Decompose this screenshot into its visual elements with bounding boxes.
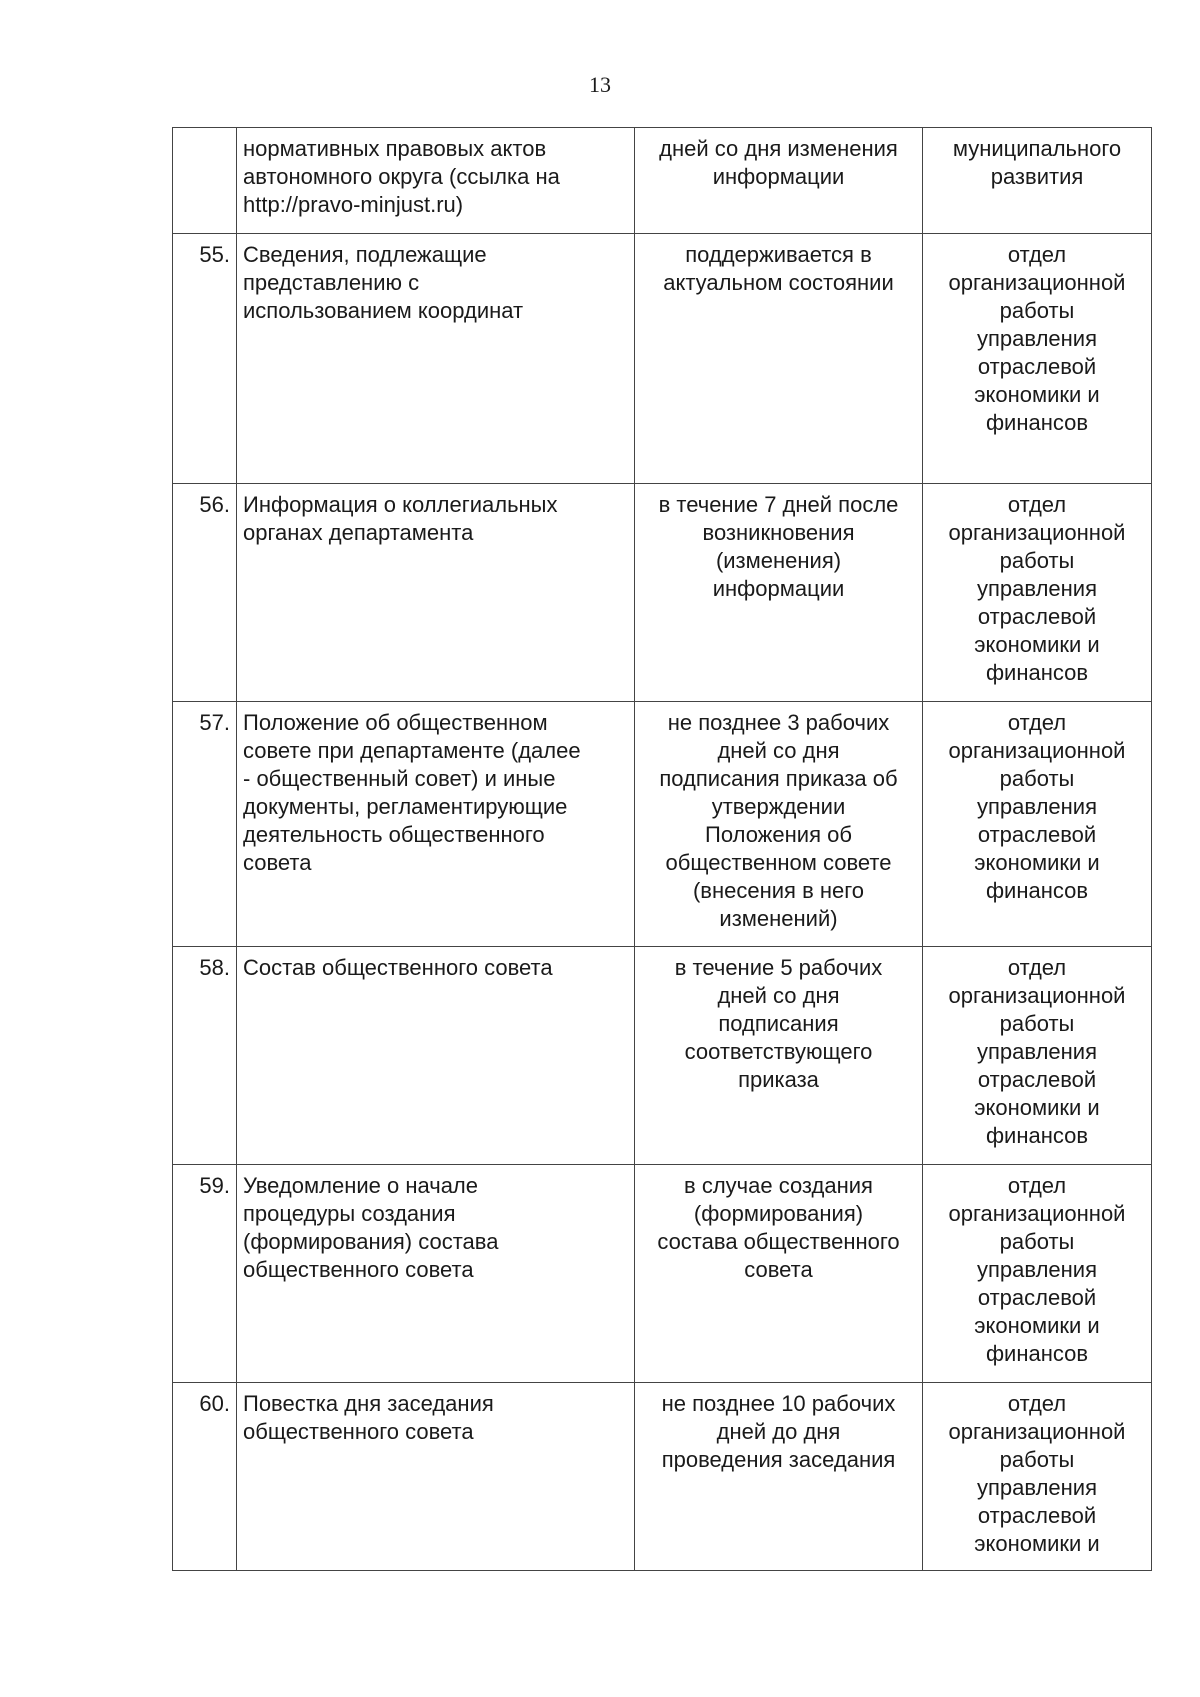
- cell-line: Состав общественного совета: [243, 955, 553, 980]
- cell-line: совета: [243, 850, 312, 875]
- placement-term-cell: [635, 1165, 923, 1383]
- cell-line: управления: [977, 1039, 1097, 1064]
- cell-line: соответствующего: [684, 1039, 873, 1064]
- cell-line: отраслевой: [977, 604, 1097, 629]
- table-body: [173, 128, 1152, 1571]
- cell-line: управления: [977, 326, 1097, 351]
- placement-term-cell: [635, 702, 923, 947]
- cell-line: совете при департаменте (далее: [243, 738, 581, 763]
- cell-line: Сведения, подлежащие: [243, 242, 487, 267]
- info-name-cell: [237, 234, 635, 484]
- cell-line: общественного совета: [243, 1419, 474, 1444]
- cell-line: работы: [999, 766, 1075, 791]
- cell-line: не позднее 10 рабочих: [661, 1391, 896, 1416]
- cell-line: финансов: [985, 410, 1089, 435]
- cell-line: общественного совета: [243, 1257, 474, 1282]
- cell-line: Положения об: [705, 822, 852, 847]
- cell-line: Информация о коллегиальных: [243, 492, 558, 517]
- cell-line: дней со дня: [717, 738, 840, 763]
- cell-line: организационной: [948, 270, 1126, 295]
- cell-line: приказа: [738, 1067, 819, 1092]
- cell-line: деятельность общественного: [243, 822, 545, 847]
- cell-line: Повестка дня заседания: [243, 1391, 494, 1416]
- cell-line: отдел: [1007, 492, 1067, 517]
- row-number: 58.: [173, 947, 237, 1165]
- cell-line: отраслевой: [977, 1067, 1097, 1092]
- placement-term-cell: [635, 947, 923, 1165]
- responsible-cell: [923, 1383, 1152, 1571]
- table-row: [173, 1165, 1152, 1383]
- placement-term-cell: [635, 128, 923, 234]
- cell-line: в течение 7 дней после: [658, 492, 899, 517]
- row-number: 57.: [173, 702, 237, 947]
- cell-line: работы: [999, 1011, 1075, 1036]
- cell-line: отдел: [1007, 710, 1067, 735]
- cell-line: (внесения в него: [692, 878, 865, 903]
- row-number: [173, 128, 237, 234]
- cell-line: финансов: [985, 1123, 1089, 1148]
- cell-line: организационной: [948, 1201, 1126, 1226]
- cell-line: муниципального: [952, 136, 1122, 161]
- cell-line: отраслевой: [977, 1285, 1097, 1310]
- cell-line: экономики и: [974, 632, 1100, 657]
- cell-line: экономики и: [974, 382, 1100, 407]
- cell-line: экономики и: [974, 1531, 1100, 1556]
- cell-line: подписания: [718, 1011, 839, 1036]
- cell-line: управления: [977, 794, 1097, 819]
- cell-line: работы: [999, 548, 1075, 573]
- row-number: 59.: [173, 1165, 237, 1383]
- cell-line: (изменения): [715, 548, 842, 573]
- cell-line: экономики и: [974, 1095, 1100, 1120]
- cell-line: отраслевой: [977, 354, 1097, 379]
- information-table: [172, 127, 1152, 1571]
- responsible-cell: [923, 128, 1152, 234]
- cell-line: информации: [712, 576, 845, 601]
- info-name-cell: [237, 1383, 635, 1571]
- responsible-cell: [923, 947, 1152, 1165]
- cell-line: нормативных правовых актов: [243, 136, 547, 161]
- cell-line: (формирования): [693, 1201, 864, 1226]
- cell-line: организационной: [948, 1419, 1126, 1444]
- info-name-cell: [237, 128, 635, 234]
- info-name-cell: [237, 484, 635, 702]
- cell-line: совета: [744, 1257, 813, 1282]
- cell-line: (формирования) состава: [243, 1229, 499, 1254]
- cell-line: общественном совете: [665, 850, 892, 875]
- cell-line: актуальном состоянии: [663, 270, 894, 295]
- table-row: [173, 484, 1152, 702]
- cell-line: развития: [990, 164, 1084, 189]
- info-name-cell: [237, 1165, 635, 1383]
- cell-line: организационной: [948, 983, 1126, 1008]
- cell-line: работы: [999, 1447, 1075, 1472]
- cell-line: http://pravo-minjust.ru): [243, 192, 464, 217]
- cell-line: дней со дня: [717, 983, 840, 1008]
- cell-line: в течение 5 рабочих: [674, 955, 883, 980]
- cell-line: изменений): [719, 906, 838, 931]
- cell-line: отдел: [1007, 1173, 1067, 1198]
- responsible-cell: [923, 484, 1152, 702]
- page-number: 13: [589, 72, 611, 97]
- cell-line: представлению с: [243, 270, 420, 295]
- cell-line: подписания приказа об: [659, 766, 898, 791]
- table-row: [173, 128, 1152, 234]
- info-name-cell: [237, 702, 635, 947]
- cell-line: органах департамента: [243, 520, 474, 545]
- cell-line: процедуры создания: [243, 1201, 456, 1226]
- cell-line: поддерживается в: [685, 242, 872, 267]
- table-row: [173, 234, 1152, 484]
- cell-line: отдел: [1007, 242, 1067, 267]
- responsible-cell: [923, 1165, 1152, 1383]
- cell-line: состава общественного: [657, 1229, 900, 1254]
- cell-line: возникновения: [702, 520, 855, 545]
- cell-line: не позднее 3 рабочих: [667, 710, 890, 735]
- cell-line: - общественный совет) и иные: [243, 766, 556, 791]
- cell-line: работы: [999, 298, 1075, 323]
- cell-line: работы: [999, 1229, 1075, 1254]
- row-number: 55.: [173, 234, 237, 484]
- cell-line: в случае создания: [684, 1173, 873, 1198]
- cell-line: финансов: [985, 1341, 1089, 1366]
- cell-line: отраслевой: [977, 822, 1097, 847]
- cell-line: финансов: [985, 660, 1089, 685]
- cell-line: утверждении: [711, 794, 846, 819]
- placement-term-cell: [635, 484, 923, 702]
- cell-line: экономики и: [974, 850, 1100, 875]
- cell-line: автономного округа (ссылка на: [243, 164, 560, 189]
- cell-line: дней до дня: [716, 1419, 841, 1444]
- cell-line: экономики и: [974, 1313, 1100, 1338]
- cell-line: отраслевой: [977, 1503, 1097, 1528]
- table-row: [173, 702, 1152, 947]
- cell-line: организационной: [948, 738, 1126, 763]
- cell-line: организационной: [948, 520, 1126, 545]
- responsible-cell: [923, 702, 1152, 947]
- placement-term-cell: [635, 1383, 923, 1571]
- cell-line: финансов: [985, 878, 1089, 903]
- cell-line: проведения заседания: [661, 1447, 896, 1472]
- cell-line: Уведомление о начале: [243, 1173, 479, 1198]
- cell-line: информации: [712, 164, 845, 189]
- cell-line: дней со дня изменения: [659, 136, 898, 161]
- info-name-cell: [237, 947, 635, 1165]
- cell-line: управления: [977, 1257, 1097, 1282]
- cell-line: отдел: [1007, 955, 1067, 980]
- cell-line: управления: [977, 1475, 1097, 1500]
- row-number: 56.: [173, 484, 237, 702]
- placement-term-cell: [635, 234, 923, 484]
- table-row: [173, 1383, 1152, 1571]
- cell-line: отдел: [1007, 1391, 1067, 1416]
- row-number: 60.: [173, 1383, 237, 1571]
- responsible-cell: [923, 234, 1152, 484]
- cell-line: документы, регламентирующие: [243, 794, 568, 819]
- table-row: [173, 947, 1152, 1165]
- cell-line: управления: [977, 576, 1097, 601]
- cell-line: Положение об общественном: [243, 710, 548, 735]
- cell-line: использованием координат: [243, 298, 524, 323]
